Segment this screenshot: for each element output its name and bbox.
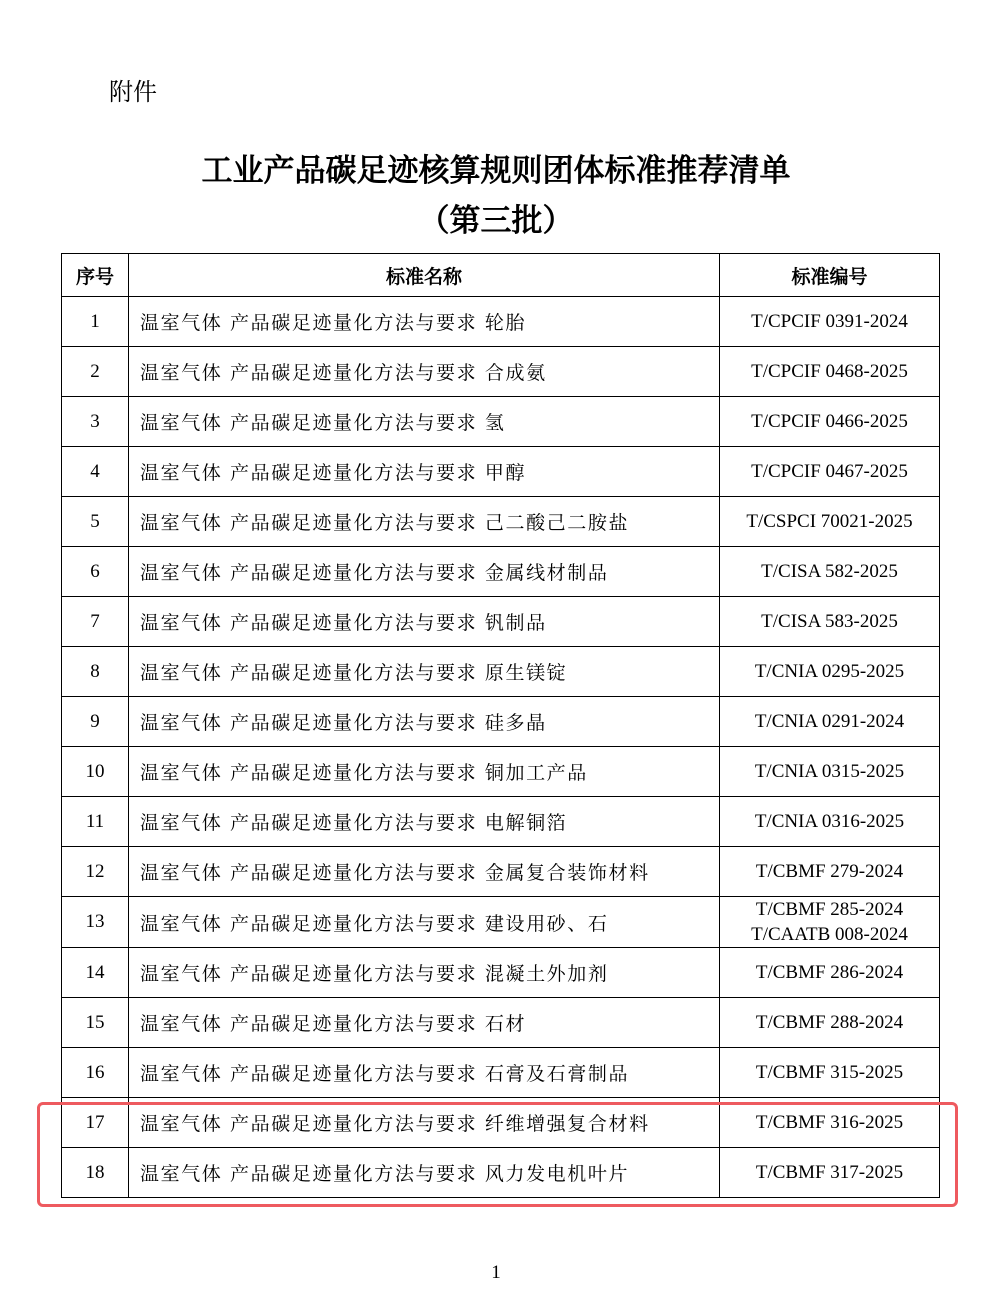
standard-code: T/CBMF 316-2025: [755, 1112, 904, 1133]
table-row: [62, 1148, 940, 1198]
standard-code: T/CBMF 286-2024: [755, 962, 904, 983]
serial-number-cell: 11: [62, 797, 129, 847]
standard-code: T/CSPCI 70021-2025: [746, 511, 913, 532]
standard-code: T/CBMF 279-2024: [755, 861, 904, 882]
document-title: 工业产品碳足迹核算规则团体标准推荐清单: [201, 153, 791, 189]
table-row: [62, 297, 940, 347]
table-row: [62, 948, 940, 998]
standard-code: T/CPCIF 0466-2025: [751, 411, 908, 432]
table-row: [62, 697, 940, 747]
standard-code: T/CISA 583-2025: [761, 611, 898, 632]
serial-number-cell: 10: [62, 747, 129, 797]
standard-code: T/CPCIF 0468-2025: [751, 361, 908, 382]
serial-number-cell: 4: [62, 447, 129, 497]
serial-number-cell: 1: [62, 297, 129, 347]
standard-code: T/CBMF 285-2024: [755, 899, 904, 920]
standard-code: T/CNIA 0315-2025: [754, 761, 905, 782]
standard-name-cell: 温室气体 产品碳足迹量化方法与要求 合成氨: [129, 347, 720, 397]
standard-code-cell: [720, 1148, 940, 1198]
standard-code: T/CBMF 317-2025: [755, 1162, 904, 1183]
page-number: 1: [491, 1262, 501, 1283]
standard-code-cell: [720, 297, 940, 347]
standard-name-cell: 温室气体 产品碳足迹量化方法与要求 金属线材制品: [129, 547, 720, 597]
serial-number-cell: 16: [62, 1048, 129, 1098]
standard-code: T/CISA 582-2025: [761, 561, 898, 582]
standard-code-cell: [720, 948, 940, 998]
table-row: [62, 497, 940, 547]
serial-number-cell: 2: [62, 347, 129, 397]
standard-code-cell: [720, 697, 940, 747]
standard-code-cell: [720, 597, 940, 647]
standard-name-cell: 温室气体 产品碳足迹量化方法与要求 石膏及石膏制品: [129, 1048, 720, 1098]
serial-number-cell: 12: [62, 847, 129, 897]
standard-code-cell: [720, 397, 940, 447]
table-row: [62, 998, 940, 1048]
table-row: [62, 597, 940, 647]
table-row: [62, 547, 940, 597]
table-row: [62, 647, 940, 697]
serial-number-cell: 14: [62, 948, 129, 998]
standard-name-cell: 温室气体 产品碳足迹量化方法与要求 金属复合装饰材料: [129, 847, 720, 897]
standard-name-cell: 温室气体 产品碳足迹量化方法与要求 铜加工产品: [129, 747, 720, 797]
table-row: [62, 1098, 940, 1148]
standard-name-cell: 温室气体 产品碳足迹量化方法与要求 风力发电机叶片: [129, 1148, 720, 1198]
serial-number-cell: 7: [62, 597, 129, 647]
standards-table: [61, 253, 940, 1198]
standard-code: T/CAATB 008-2024: [751, 924, 908, 945]
standard-name-cell: 温室气体 产品碳足迹量化方法与要求 混凝土外加剂: [129, 948, 720, 998]
standard-name-cell: 温室气体 产品碳足迹量化方法与要求 轮胎: [129, 297, 720, 347]
table-row: [62, 897, 940, 948]
serial-number-cell: 5: [62, 497, 129, 547]
header-serial-number: 序号: [62, 254, 129, 297]
standard-code: T/CBMF 288-2024: [755, 1012, 904, 1033]
table-body: [62, 297, 940, 1198]
standard-name-cell: 温室气体 产品碳足迹量化方法与要求 纤维增强复合材料: [129, 1098, 720, 1148]
standard-code: T/CNIA 0291-2024: [754, 711, 905, 732]
standard-name-cell: 温室气体 产品碳足迹量化方法与要求 硅多晶: [129, 697, 720, 747]
standard-code-cell: [720, 547, 940, 597]
serial-number-cell: 8: [62, 647, 129, 697]
standard-code: T/CPCIF 0467-2025: [751, 461, 908, 482]
serial-number-cell: 15: [62, 998, 129, 1048]
serial-number-cell: 18: [62, 1148, 129, 1198]
standard-name-cell: 温室气体 产品碳足迹量化方法与要求 钒制品: [129, 597, 720, 647]
standard-name-cell: 温室气体 产品碳足迹量化方法与要求 石材: [129, 998, 720, 1048]
standard-name-cell: 温室气体 产品碳足迹量化方法与要求 己二酸己二胺盐: [129, 497, 720, 547]
standard-name-cell: 温室气体 产品碳足迹量化方法与要求 原生镁锭: [129, 647, 720, 697]
standard-name-cell: 温室气体 产品碳足迹量化方法与要求 氢: [129, 397, 720, 447]
table-header-row: [62, 254, 940, 297]
serial-number-cell: 3: [62, 397, 129, 447]
table-row: [62, 397, 940, 447]
header-standard-code: 标准编号: [720, 254, 940, 297]
attachment-label: 附件: [109, 78, 157, 106]
standard-code: T/CNIA 0316-2025: [754, 811, 905, 832]
standard-code-cell: [720, 847, 940, 897]
serial-number-cell: 6: [62, 547, 129, 597]
standard-code: T/CPCIF 0391-2024: [751, 311, 908, 332]
standard-code: T/CBMF 315-2025: [755, 1062, 904, 1083]
table-row: [62, 447, 940, 497]
serial-number-cell: 17: [62, 1098, 129, 1148]
table-row: [62, 1048, 940, 1098]
table-row: [62, 847, 940, 897]
standard-code-cell: [720, 647, 940, 697]
standard-code-cell: [720, 747, 940, 797]
standard-name-cell: 温室气体 产品碳足迹量化方法与要求 电解铜箔: [129, 797, 720, 847]
serial-number-cell: 9: [62, 697, 129, 747]
standard-name-cell: 温室气体 产品碳足迹量化方法与要求 建设用砂、石: [129, 897, 720, 948]
standard-code-cell: [720, 447, 940, 497]
standard-code-cell: [720, 897, 940, 948]
standard-code: T/CNIA 0295-2025: [754, 661, 905, 682]
standard-code-cell: [720, 797, 940, 847]
standard-code-cell: [720, 347, 940, 397]
standard-code-cell: [720, 1098, 940, 1148]
standard-name-cell: 温室气体 产品碳足迹量化方法与要求 甲醇: [129, 447, 720, 497]
serial-number-cell: 13: [62, 897, 129, 948]
table-row: [62, 747, 940, 797]
table-row: [62, 347, 940, 397]
header-standard-name: 标准名称: [129, 254, 720, 297]
standard-code-cell: [720, 1048, 940, 1098]
document-subtitle: （第三批）: [418, 203, 574, 239]
standard-code-cell: [720, 998, 940, 1048]
standard-code-cell: [720, 497, 940, 547]
table-row: [62, 797, 940, 847]
